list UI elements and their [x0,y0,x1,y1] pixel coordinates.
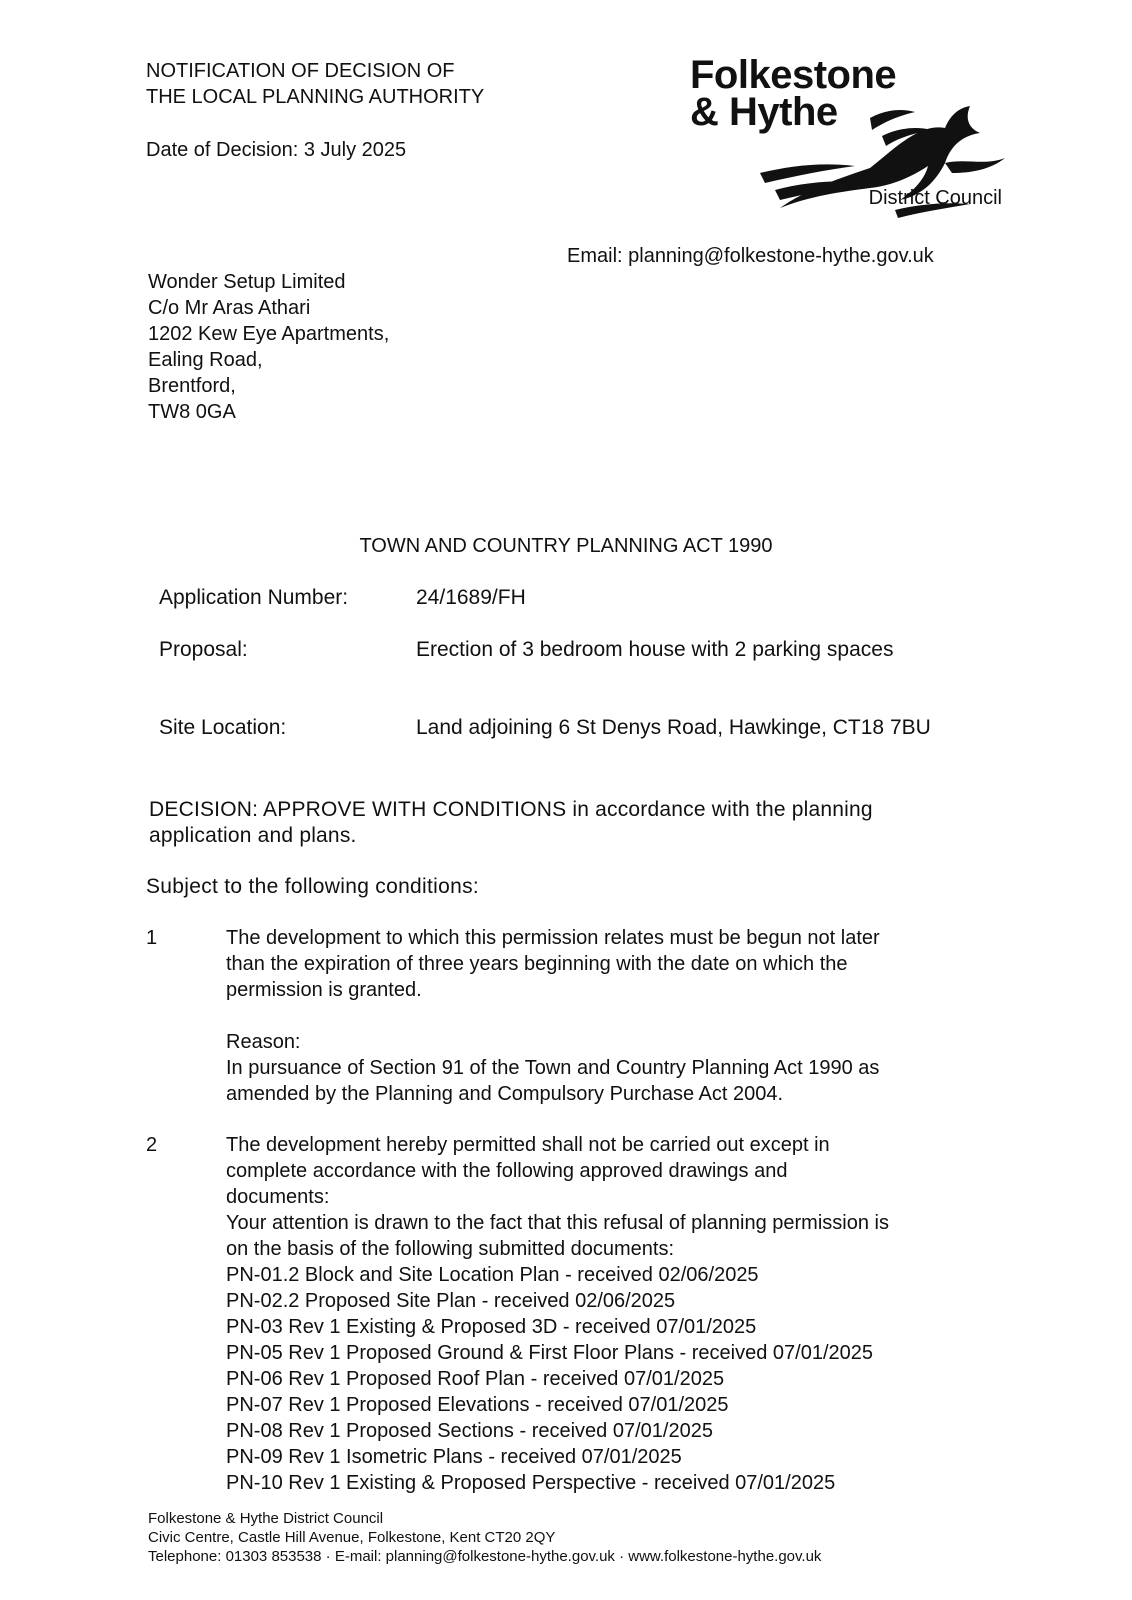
reason-line: In pursuance of Section 91 of the Town and Country Planning Act 1990 as [226,1057,880,1079]
document-line: PN-08 Rev 1 Proposed Sections - received 07/01/2025 [226,1420,713,1442]
recipient-line: TW8 0GA [148,401,236,423]
document-line: PN-01.2 Block and Site Location Plan - received 02/06/2025 [226,1264,759,1286]
application-number-value: 24/1689/FH [416,586,526,609]
document-line: PN-06 Rev 1 Proposed Roof Plan - received 07/01/2025 [226,1368,725,1390]
recipient-line: 1202 Kew Eye Apartments, [148,323,390,345]
recipient-line: C/o Mr Aras Athari [148,297,311,319]
document-line: PN-03 Rev 1 Existing & Proposed 3D - received 07/01/2025 [226,1316,757,1338]
document-line: PN-09 Rev 1 Isometric Plans - received 07/01/2025 [226,1446,682,1468]
footer-contact: Telephone: 01303 853538 · E-mail: planning@folkestone-hythe.gov.uk · www.folkestone-hythe.gov.uk [148,1548,822,1565]
logo-text-line2: & Hythe [690,90,838,134]
application-number-label: Application Number: [159,586,349,609]
condition-line: The development hereby permitted shall not be carried out except in [226,1134,830,1156]
condition-number: 1 [146,927,158,949]
council-logo [690,50,1010,220]
document-line: PN-10 Rev 1 Existing & Proposed Perspective - received 07/01/2025 [226,1472,836,1494]
condition-number: 2 [146,1134,158,1156]
recipient-line: Wonder Setup Limited [148,271,346,293]
proposal-value: Erection of 3 bedroom house with 2 parking spaces [416,638,894,661]
proposal-label: Proposal: [159,638,248,661]
act-title: TOWN AND COUNTRY PLANNING ACT 1990 [359,535,773,557]
reason-label: Reason: [226,1031,301,1053]
site-location-label: Site Location: [159,716,287,739]
condition-text [226,925,996,1003]
condition-text [226,1132,996,1496]
condition-line: on the basis of the following submitted documents: [226,1238,675,1260]
conditions-intro: Subject to the following conditions: [146,875,479,898]
document-line: PN-07 Rev 1 Proposed Elevations - received 07/01/2025 [226,1394,729,1416]
notice-title-line1: NOTIFICATION OF DECISION OF [146,60,455,82]
recipient-line: Brentford, [148,375,236,397]
reason-line: amended by the Planning and Compulsory Purchase Act 2004. [226,1083,784,1105]
logo-text-line3: District Council [868,187,1002,209]
notice-title-line2: THE LOCAL PLANNING AUTHORITY [146,86,485,108]
footer-council-name: Folkestone & Hythe District Council [148,1510,384,1527]
condition-line: documents: [226,1186,330,1208]
condition-line: The development to which this permission relates must be begun not later [226,927,880,949]
decision-date: Date of Decision: 3 July 2025 [146,139,407,161]
condition-line: complete accordance with the following approved drawings and [226,1160,788,1182]
condition-line: permission is granted. [226,979,422,1001]
logo-text-line1: Folkestone [690,53,897,97]
condition-line: than the expiration of three years beginning with the date on which the [226,953,848,975]
recipient-line: Ealing Road, [148,349,263,371]
footer-address: Civic Centre, Castle Hill Avenue, Folkestone, Kent CT20 2QY [148,1529,556,1546]
decision-statement: DECISION: APPROVE WITH CONDITIONS in accordance with the planning application and plans. [149,798,873,847]
document-line: PN-05 Rev 1 Proposed Ground & First Floor Plans - received 07/01/2025 [226,1342,873,1364]
contact-email: Email: planning@folkestone-hythe.gov.uk [567,245,934,267]
condition-line: Your attention is drawn to the fact that this refusal of planning permission is [226,1212,889,1234]
condition-reason [226,1029,996,1107]
site-location-value: Land adjoining 6 St Denys Road, Hawkinge, CT18 7BU [416,716,931,739]
document-line: PN-02.2 Proposed Site Plan - received 02/06/2025 [226,1290,676,1312]
